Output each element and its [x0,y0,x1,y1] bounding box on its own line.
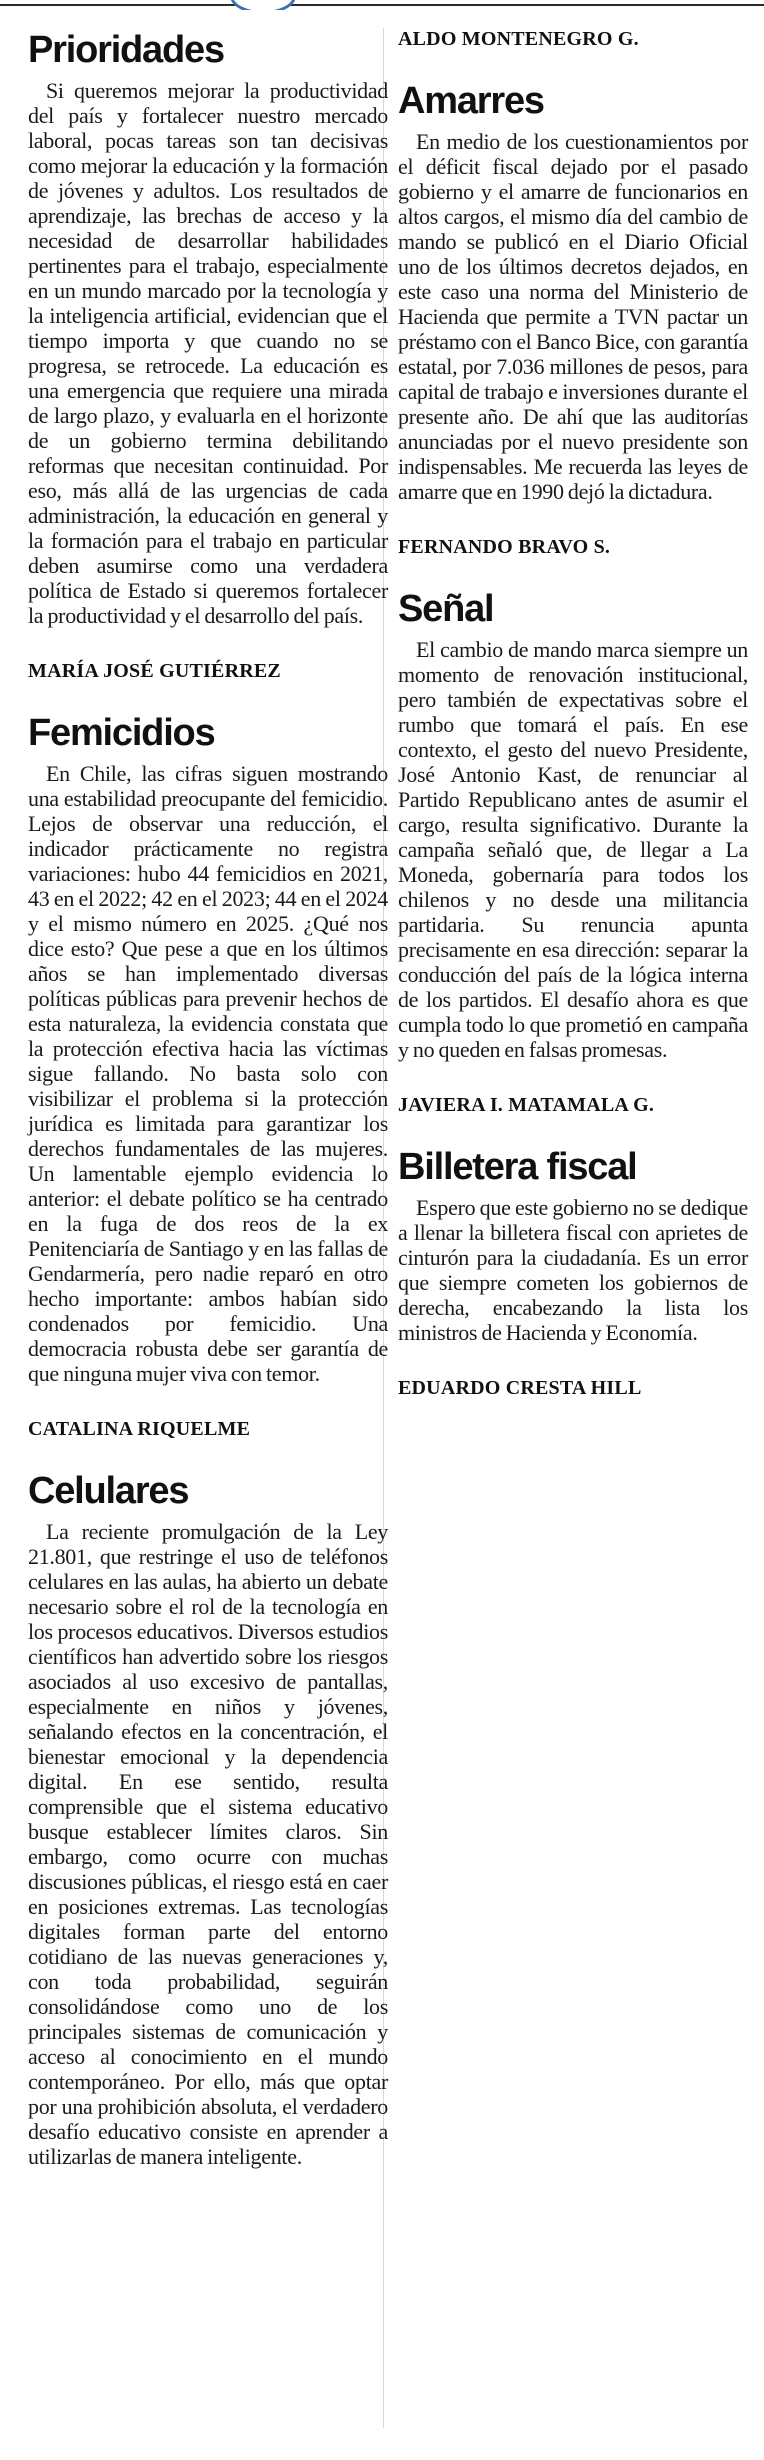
letter-title: Amarres [398,80,544,122]
left-column [28,28,388,2169]
right-column [398,28,748,1428]
letter-title: Femicidios [28,712,215,754]
letter-billetera-fiscal [398,1145,748,1400]
letter-amarres [398,28,748,559]
letter-author: FERNANDO BRAVO S. [398,536,611,558]
letter-body: En Chile, las cifras siguen mostrando una estabilidad preocupante del femicidio. Lejos de observar una reducción, el indicador prácticamente no registra variaciones: hubo 44 femicidios en 2021, 43 en el 2022; 42 en el 2023; 44 en el 2024 y el mismo número en 2025. ¿Qué nos dice esto? Que pese a que en los últimos años se han implementado diversas políticas públicas para prevenir hechos de esta naturaleza, la evidencia constata que la protección efectiva hacia las víctimas sigue fallando. No basta solo con visibilizar el problema si la protección jurídica es limitada para garantizar los derechos fundamentales de las mujeres. Un lamentable ejemplo evidencia lo anterior: el debate político se ha centrado en la fuga de dos reos de la ex Penitenciaría de Santiago y en las fallas de Gendarmería, pero nadie reparó en otro hecho importante: ambos habían sido condenados por femicidio. Una democracia robusta debe ser garantía de que ninguna mujer viva con temor. [28,761,388,1386]
letter-femicidios [28,711,388,1441]
letter-prioridades [28,28,388,683]
letter-body: La reciente promulgación de la Ley 21.801, que restringe el uso de teléfonos celulares en las aulas, ha abierto un debate necesario sobre el rol de la tecnología en los procesos educativos. Diversos estudios científicos han advertido sobre los riesgos asociados al uso excesivo de pantallas, especialmente en niños y jóvenes, señalando efectos en la concentración, el bienestar emocional y la dependencia digital. En ese sentido, resulta comprensible que el sistema educativo busque establecer límites claros. Sin embargo, como ocurre con muchas discusiones públicas, el riesgo está en caer en posiciones extremas. Las tecnologías digitales forman parte del entorno cotidiano de las nuevas generaciones y, con toda probabilidad, seguirán consolidándose como uno de los principales sistemas de comunicación y acceso al conocimiento en el mundo contemporáneo. Por ello, más que optar por una prohibición absoluta, el verdadero desafío educativo consiste en aprender a utilizarlas de manera inteligente. [28,1519,388,2169]
letter-senal [398,587,748,1117]
letter-title: Celulares [28,1470,189,1512]
top-rule [0,0,764,10]
letter-body: Espero que este gobierno no se dedique a llenar la billetera fiscal con aprietes de cinturón para la ciudadanía. Es un error que siempre cometen los gobiernos de derecha, encabezando la lista los ministros de Hacienda y Economía. [398,1195,748,1345]
letter-body: El cambio de mando marca siempre un momento de renovación institucional, pero también de expectativas sobre el rumbo que tomará el país. En ese contexto, el gesto del nuevo Presidente, José Antonio Kast, de renunciar al Partido Republicano antes de asumir el cargo, resulta significativo. Durante la campaña señaló que, de llegar a La Moneda, gobernaría para todos los chilenos y no desde una militancia partidaria. Su renuncia apunta precisamente en esa dirección: separar la conducción del país de la lógica interna de los partidos. El desafío ahora es que cumpla todo lo que prometió en campaña y no queden en falsas promesas. [398,637,748,1062]
letter-title: Billetera fiscal [398,1146,637,1188]
divider [0,4,764,6]
letter-title: Señal [398,588,494,630]
letter-body: En medio de los cuestionamientos por el déficit fiscal dejado por el pasado gobierno y el amarre de funcionarios en altos cargos, el mismo día del cambio de mando se publicó en el Diario Oficial uno de los últimos decretos dejados, en este caso una norma del Ministerio de Hacienda que permite a TVN pactar un préstamo con el Banco Bice, con garantía estatal, por 7.036 millones de pesos, para capital de trabajo e inversiones durante el presente año. De ahí que las auditorías anunciadas por el nuevo presidente son indispensables. Me recuerda las leyes de amarre que en 1990 dejó la dictadura. [398,129,748,504]
letter-body: Si queremos mejorar la productividad del país y fortalecer nuestro mercado laboral, pocas tareas son tan decisivas como mejorar la educación y la formación de jóvenes y adultos. Los resultados de aprendizaje, las brechas de acceso y la necesidad de desarrollar habilidades pertinentes para el trabajo, especialmente en un mundo marcado por la tecnología y la inteligencia artificial, evidencian que el tiempo importa y que cuando no se progresa, se retrocede. La educación es una emergencia que requiere una mirada de largo plazo, y evaluarla en el horizonte de un gobierno termina debilitando reformas que necesitan continuidad. Por eso, más allá de las urgencias de cada administración, la educación en general y la formación para el trabajo en particular deben asumirse como una verdadera política de Estado si queremos fortalecer la productividad y el desarrollo del país. [28,78,388,628]
letter-author: CATALINA RIQUELME [28,1418,251,1440]
letter-title: Prioridades [28,29,224,71]
letter-author: MARÍA JOSÉ GUTIÉRREZ [28,660,281,682]
masthead-logo-icon [230,0,296,10]
letter-celulares [28,1469,388,2169]
letter-author: ALDO MONTENEGRO G. [398,28,639,50]
letter-author: JAVIERA I. MATAMALA G. [398,1094,655,1116]
letter-author: EDUARDO CRESTA HILL [398,1377,642,1399]
